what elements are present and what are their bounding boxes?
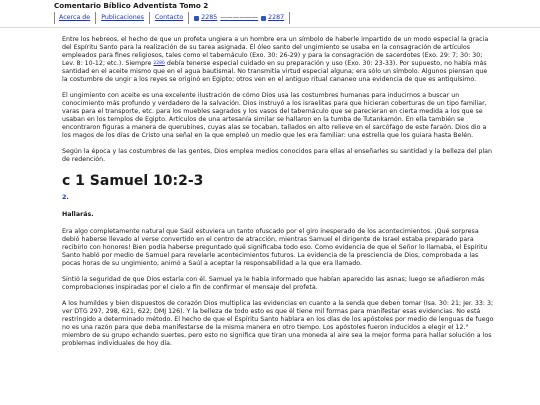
top-nav bbox=[54, 12, 290, 24]
book-icon bbox=[261, 16, 266, 21]
page-separator: —————— bbox=[220, 14, 259, 21]
nav-link-acerca[interactable]: Acerca de bbox=[54, 12, 96, 24]
book-icon bbox=[194, 16, 199, 21]
paragraph: Sintió la seguridad de que Dios estaría con él. Samuel ya le había informado que habían aparecido las asnas; luego se añadieron más comprobaciones inspiradas por el cielo a fin de confirmar el mensaje del profeta. bbox=[62, 276, 485, 291]
article-content bbox=[62, 36, 494, 356]
nav-link-contacto[interactable]: Contacto bbox=[150, 12, 189, 24]
section-heading: c 1 Samuel 10:2-3 bbox=[62, 173, 204, 189]
paragraph: A los humildes y bien dispuestos de corazón Dios multiplica las evidencias en cuanto a la senda que deben tomar (Isa. 30: 21; Jer. 33: 3; ver DTG 297, 298, 621, 622; DMJ 126). Y la belleza de todo esto es que él tiene mil formas para manifestar esas evidencias. No está restringido a determinado método. El hecho de que el Espíritu Santo hablara en los días de los apóstoles por medio de lenguas de fuego no es una razón para que deba manifestarse de la misma manera en otro tiempo. Los apóstoles fueron inducidos a elegir el 12.° miembro de su grupo echando suertes, pero esto no significa que tiran una moneda al aire sea la mejor forma para hallar solución a los problemas individuales de hoy día. bbox=[62, 300, 494, 347]
paragraph: El ungimiento con aceite es una excelente ilustración de cómo Dios usa las costumbres humanas para inducirnos a buscar un conocimiento más profundo y verdadero de la salvación. Dios instruyó a los israelitas para que hicieran coberturas de un tipo familiar, varas para el transporte, etc. para los muebles sagrados y los vasos del tabernáculo que se parecieran en cierta medida a los que se usaban en los templos de Egipto. Artículos de una artesanía similar se hallaron en la tumba de Tutankamón. En ella también se encontraron figuras a manera de querubines, cuyas alas se tocaban, tallados en alto relieve en el sarcófago de este faraón. Dios dio a los magos de los días de Cristo una señal en la que empleó un medio que les era familiar: una estrella que los guiara hasta Belén. bbox=[62, 92, 487, 139]
lemma-heading: Hallarás. bbox=[62, 211, 94, 218]
paragraph bbox=[62, 36, 494, 84]
paragraph: Era algo completamente natural que Saúl estuviera un tanto ofuscado por el giro inesperado de los acontecimientos. ¡Qué sorpresa debió haberse llevado al verse convertido en el centro de atracción, mientras Samuel el dirigente de Israel estaba preparado para recibirlo con honores! Bien podía haberse preguntado qué significaba todo eso. Como evidencia de que el Señor lo llamaba, el Espíritu Santo habló por medio de Samuel para revelarle acontecimientos futuros. La evidencia de la presciencia de Dios, comprobada a las pocas horas de su ungimiento, animó a Saúl a aceptar la responsabilidad a la que era llamado. bbox=[62, 228, 488, 267]
app-title: Comentario Bíblico Adventista Tomo 2 bbox=[54, 1, 209, 10]
paragraph-text: debía tenerse especial cuidado en su preparación y uso (Exo. 30: 23-33). Por supuesto, no había más santidad en el aceite mismo que en el agua bautismal. No transmitía virtud especial alguna; era sólo un símbolo. Algunos piensan que la costumbre de ungir a los reyes se originó en Egipto; otros ven en el antiguo ritual cananeo una evidencia de que es antiquísimo. bbox=[62, 60, 488, 83]
verse-number: 2. bbox=[62, 194, 69, 201]
nav-link-publicaciones[interactable]: Publicaciones bbox=[96, 12, 150, 24]
paragraph: Según la época y las costumbres de las gentes, Dios emplea medios conocidos para ellas al enseñarles su santidad y la belleza del plan de redención. bbox=[62, 148, 493, 163]
next-page-link[interactable]: 2287 bbox=[268, 14, 285, 21]
prev-page-link[interactable]: 2285 bbox=[201, 14, 218, 21]
top-bar bbox=[0, 0, 540, 28]
page-nav bbox=[189, 12, 290, 24]
page-reference-link[interactable]: 2286 bbox=[153, 61, 165, 66]
paragraph-text: Entre los hebreos, el hecho de que un profeta ungiera a un hombre era un símbolo de haberle impartido de un modo especial la gracia del Espíritu Santo para la realización de su tarea asignada. El óleo santo del ungimiento se usaba en la consagración de artículos empleados para fines religiosos, tales como el tabernáculo (Exo. 30: 26-29) y para la consagración de sacerdotes (Exo. 29: 7; 30: 30; Lev. 8: 10-12; etc.). Siempre bbox=[62, 36, 489, 67]
